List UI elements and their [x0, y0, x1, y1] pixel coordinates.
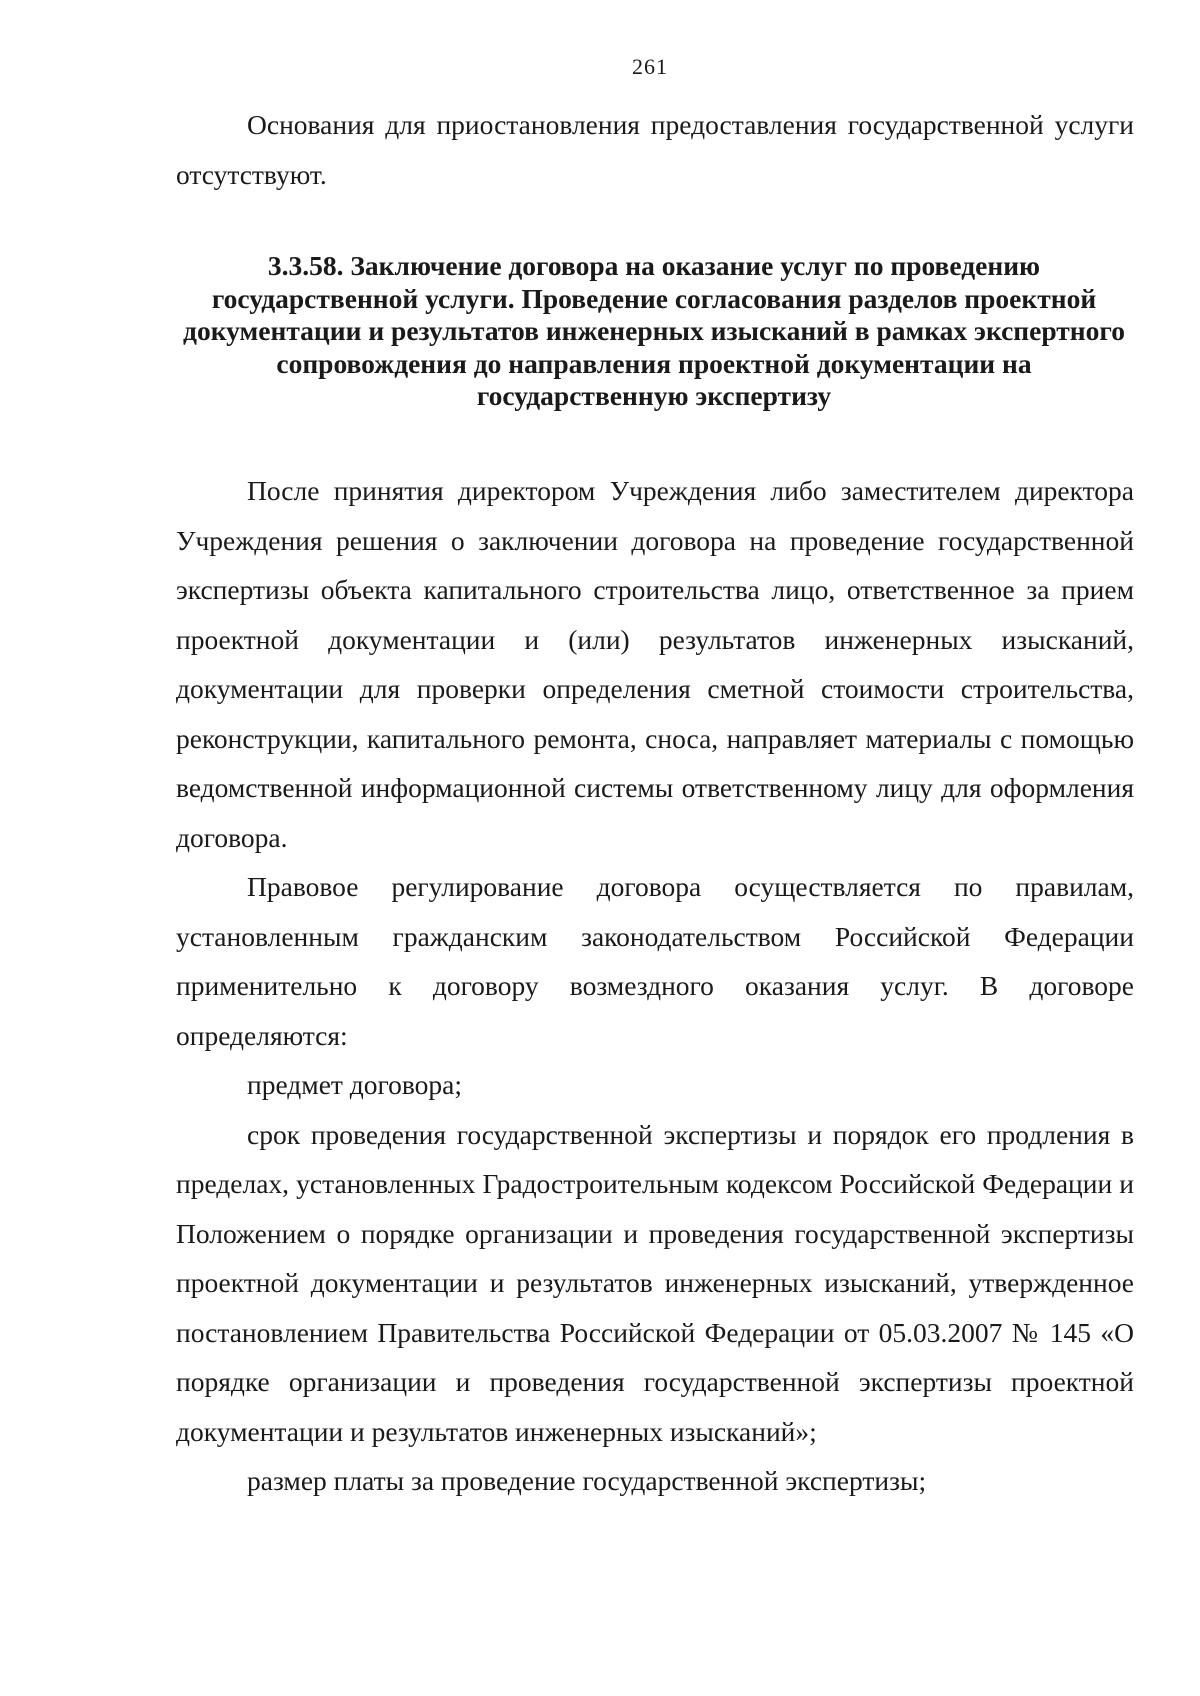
list-item-term: срок проведения государственной экспертизы и порядок его продления в пределах, установленных Градостроительным кодексом Российской Федерации и Положением о порядке организации и проведения государственной экспертизы проектной документации и результатов инженерных изысканий, утвержденное постановлением Правительства Российской Федерации от 05.03.2007 № 145 «О порядке организации и проведения государственной экспертизы проектной документации и результатов инженерных изысканий»;: [176, 1118, 1134, 1447]
list-item-subject: предмет договора;: [247, 1069, 463, 1100]
paragraph-decision: После принятия директором Учреждения либо заместителем директора Учреждения решения о заключении договора на проведение государственной экспертизы объекта капитального строительства лицо, ответственное за прием проектной документации и (или) результатов инженерных изысканий, документации для проверки определения сметной стоимости строительства, реконструкции, капитального ремонта, сноса, направляет материалы с помощью ведомственной информационной системы ответственному лицу для оформления договора.: [176, 475, 1134, 853]
main-text-block: [176, 466, 1134, 1506]
intro-paragraph: Основания для приостановления предоставления государственной услуги отсутствуют.: [176, 109, 1134, 190]
intro-block: [176, 100, 1134, 199]
section-heading: 3.3.58. Заключение договора на оказание услуг по проведению государственной услуги. Проведение согласования разделов проектной документации и результатов инженерных изысканий в рамках экспертного сопровождения до направления проектной документации на государственную экспертизу: [183, 250, 1125, 411]
paragraph-legal-regulation: Правовое регулирование договора осуществляется по правилам, установленным гражданским законодательством Российской Федерации применительно к договору возмездного оказания услуг. В договоре определяются:: [176, 871, 1134, 1051]
list-item-fee: размер платы за проведение государственной экспертизы;: [247, 1465, 927, 1496]
page-number: 261: [632, 54, 668, 79]
